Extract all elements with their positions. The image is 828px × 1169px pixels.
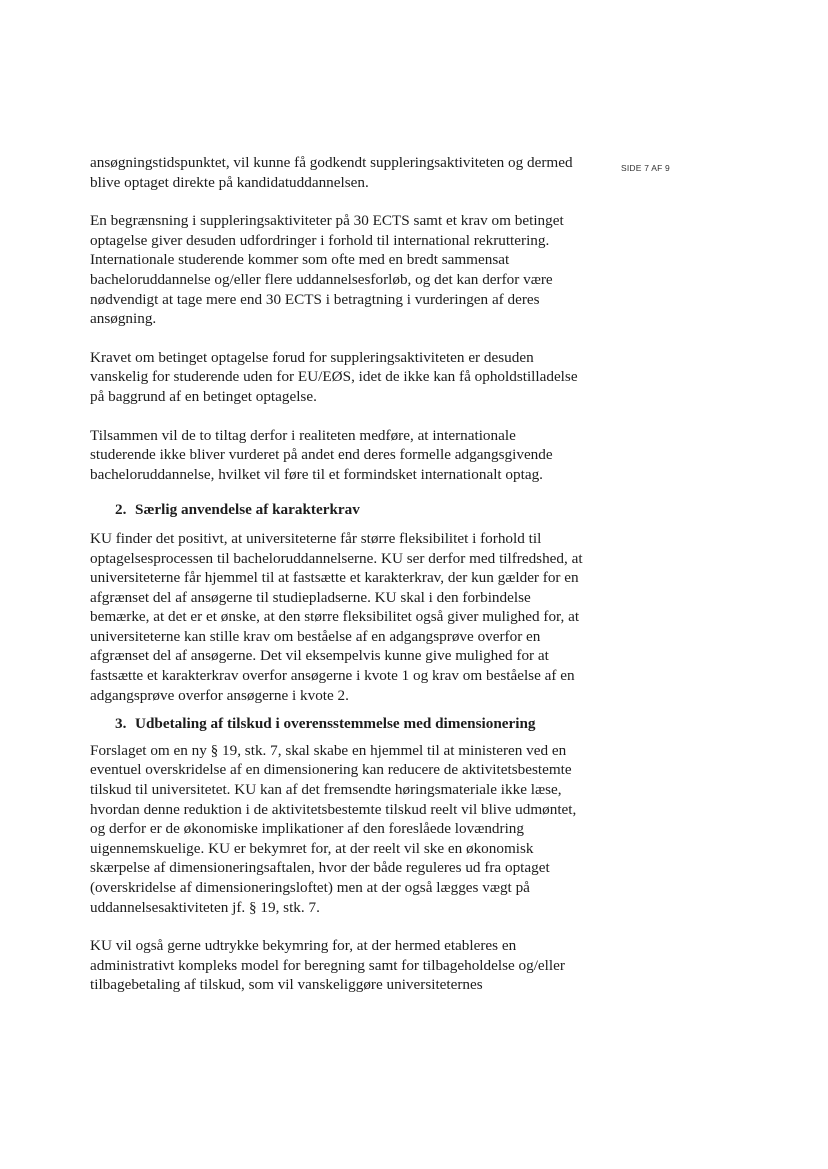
paragraph: ansøgningstidspunktet, vil kunne få godkendt suppleringsaktiviteten og dermed blive optaget direkte på kandidatuddannelsen. — [90, 154, 573, 191]
paragraph: KU finder det positivt, at universiteterne får større fleksibilitet i forhold til optagelsesprocessen til bacheloruddannelserne. KU ser derfor med tilfredshed, at universiteterne får hjemmel til at fastsætte et karakterkrav, der kun gælder for en afgrænset del af ansøgerne til studiepladserne. KU skal i den forbindelse bemærke, at det er et ønske, at den større fleksibilitet også giver mulighed for, at universiteterne kan stille krav om beståelse af en adgangsprøve overfor en afgrænset del af ansøgerne. Det vil eksempelvis kunne give mulighed for at fastsætte et karakterkrav overfor ansøgerne i kvote 1 og krav om beståelse af en adgangsprøve overfor ansøgerne i kvote 2. — [90, 529, 583, 704]
paragraph: KU vil også gerne udtrykke bekymring for, at der hermed etableres en administrativt kompleks model for beregning samt for tilbageholdelse og/eller tilbagebetaling af tilskud, som vil vanskeliggøre universiteternes — [90, 937, 565, 994]
section-title: Udbetaling af tilskud i overensstemmelse med dimensionering — [135, 715, 536, 733]
section-number: 3. — [115, 715, 127, 733]
paragraph: Tilsammen vil de to tiltag derfor i realiteten medføre, at internationale studerende ikke bliver vurderet på andet end deres formelle adgangsgivende bacheloruddannelse, hvilket vil føre til et formindsket internationalt optag. — [90, 426, 553, 483]
section-title: Særlig anvendelse af karakterkrav — [135, 501, 360, 519]
document-body — [90, 153, 585, 995]
section-heading — [90, 500, 585, 520]
section-heading — [90, 714, 585, 734]
paragraph: En begrænsning i suppleringsaktiviteter på 30 ECTS samt et krav om betinget optagelse giver desuden udfordringer i forhold til international rekruttering. Internationale studerende kommer som ofte med en bredt sammensat bacheloruddannelse og/eller flere uddannelsesforløb, og det kan derfor være nødvendigt at tage mere end 30 ECTS i betragtning i vurderingen af deres ansøgning. — [90, 212, 564, 328]
paragraph: Kravet om betinget optagelse forud for suppleringsaktiviteten er desuden vanskelig for studerende uden for EU/EØS, idet de ikke kan få opholdstilladelse på baggrund af en betinget optagelse. — [90, 348, 578, 405]
page-number: SIDE 7 AF 9 — [621, 163, 670, 173]
paragraph: Forslaget om en ny § 19, stk. 7, skal skabe en hjemmel til at ministeren ved en eventuel overskridelse af en dimensionering kan reducere de aktivitetsbestemte tilskud til universitetet. KU kan af det fremsendte høringsmateriale ikke læse, hvordan denne reduktion i de aktivitetsbestemte tilskud reelt vil blive udmøntet, og derfor er de økonomiske implikationer af den foreslåede lovændring uigennemskuelige. KU er bekymret for, at der reelt vil ske en økonomisk skærpelse af dimensioneringsaftalen, hvor der både reguleres ud fra optaget (overskridelse af dimensioneringsloftet) men at der også lægges vægt på uddannelsesaktiviteten jf. § 19, stk. 7. — [90, 741, 577, 916]
section-number: 2. — [115, 501, 127, 519]
